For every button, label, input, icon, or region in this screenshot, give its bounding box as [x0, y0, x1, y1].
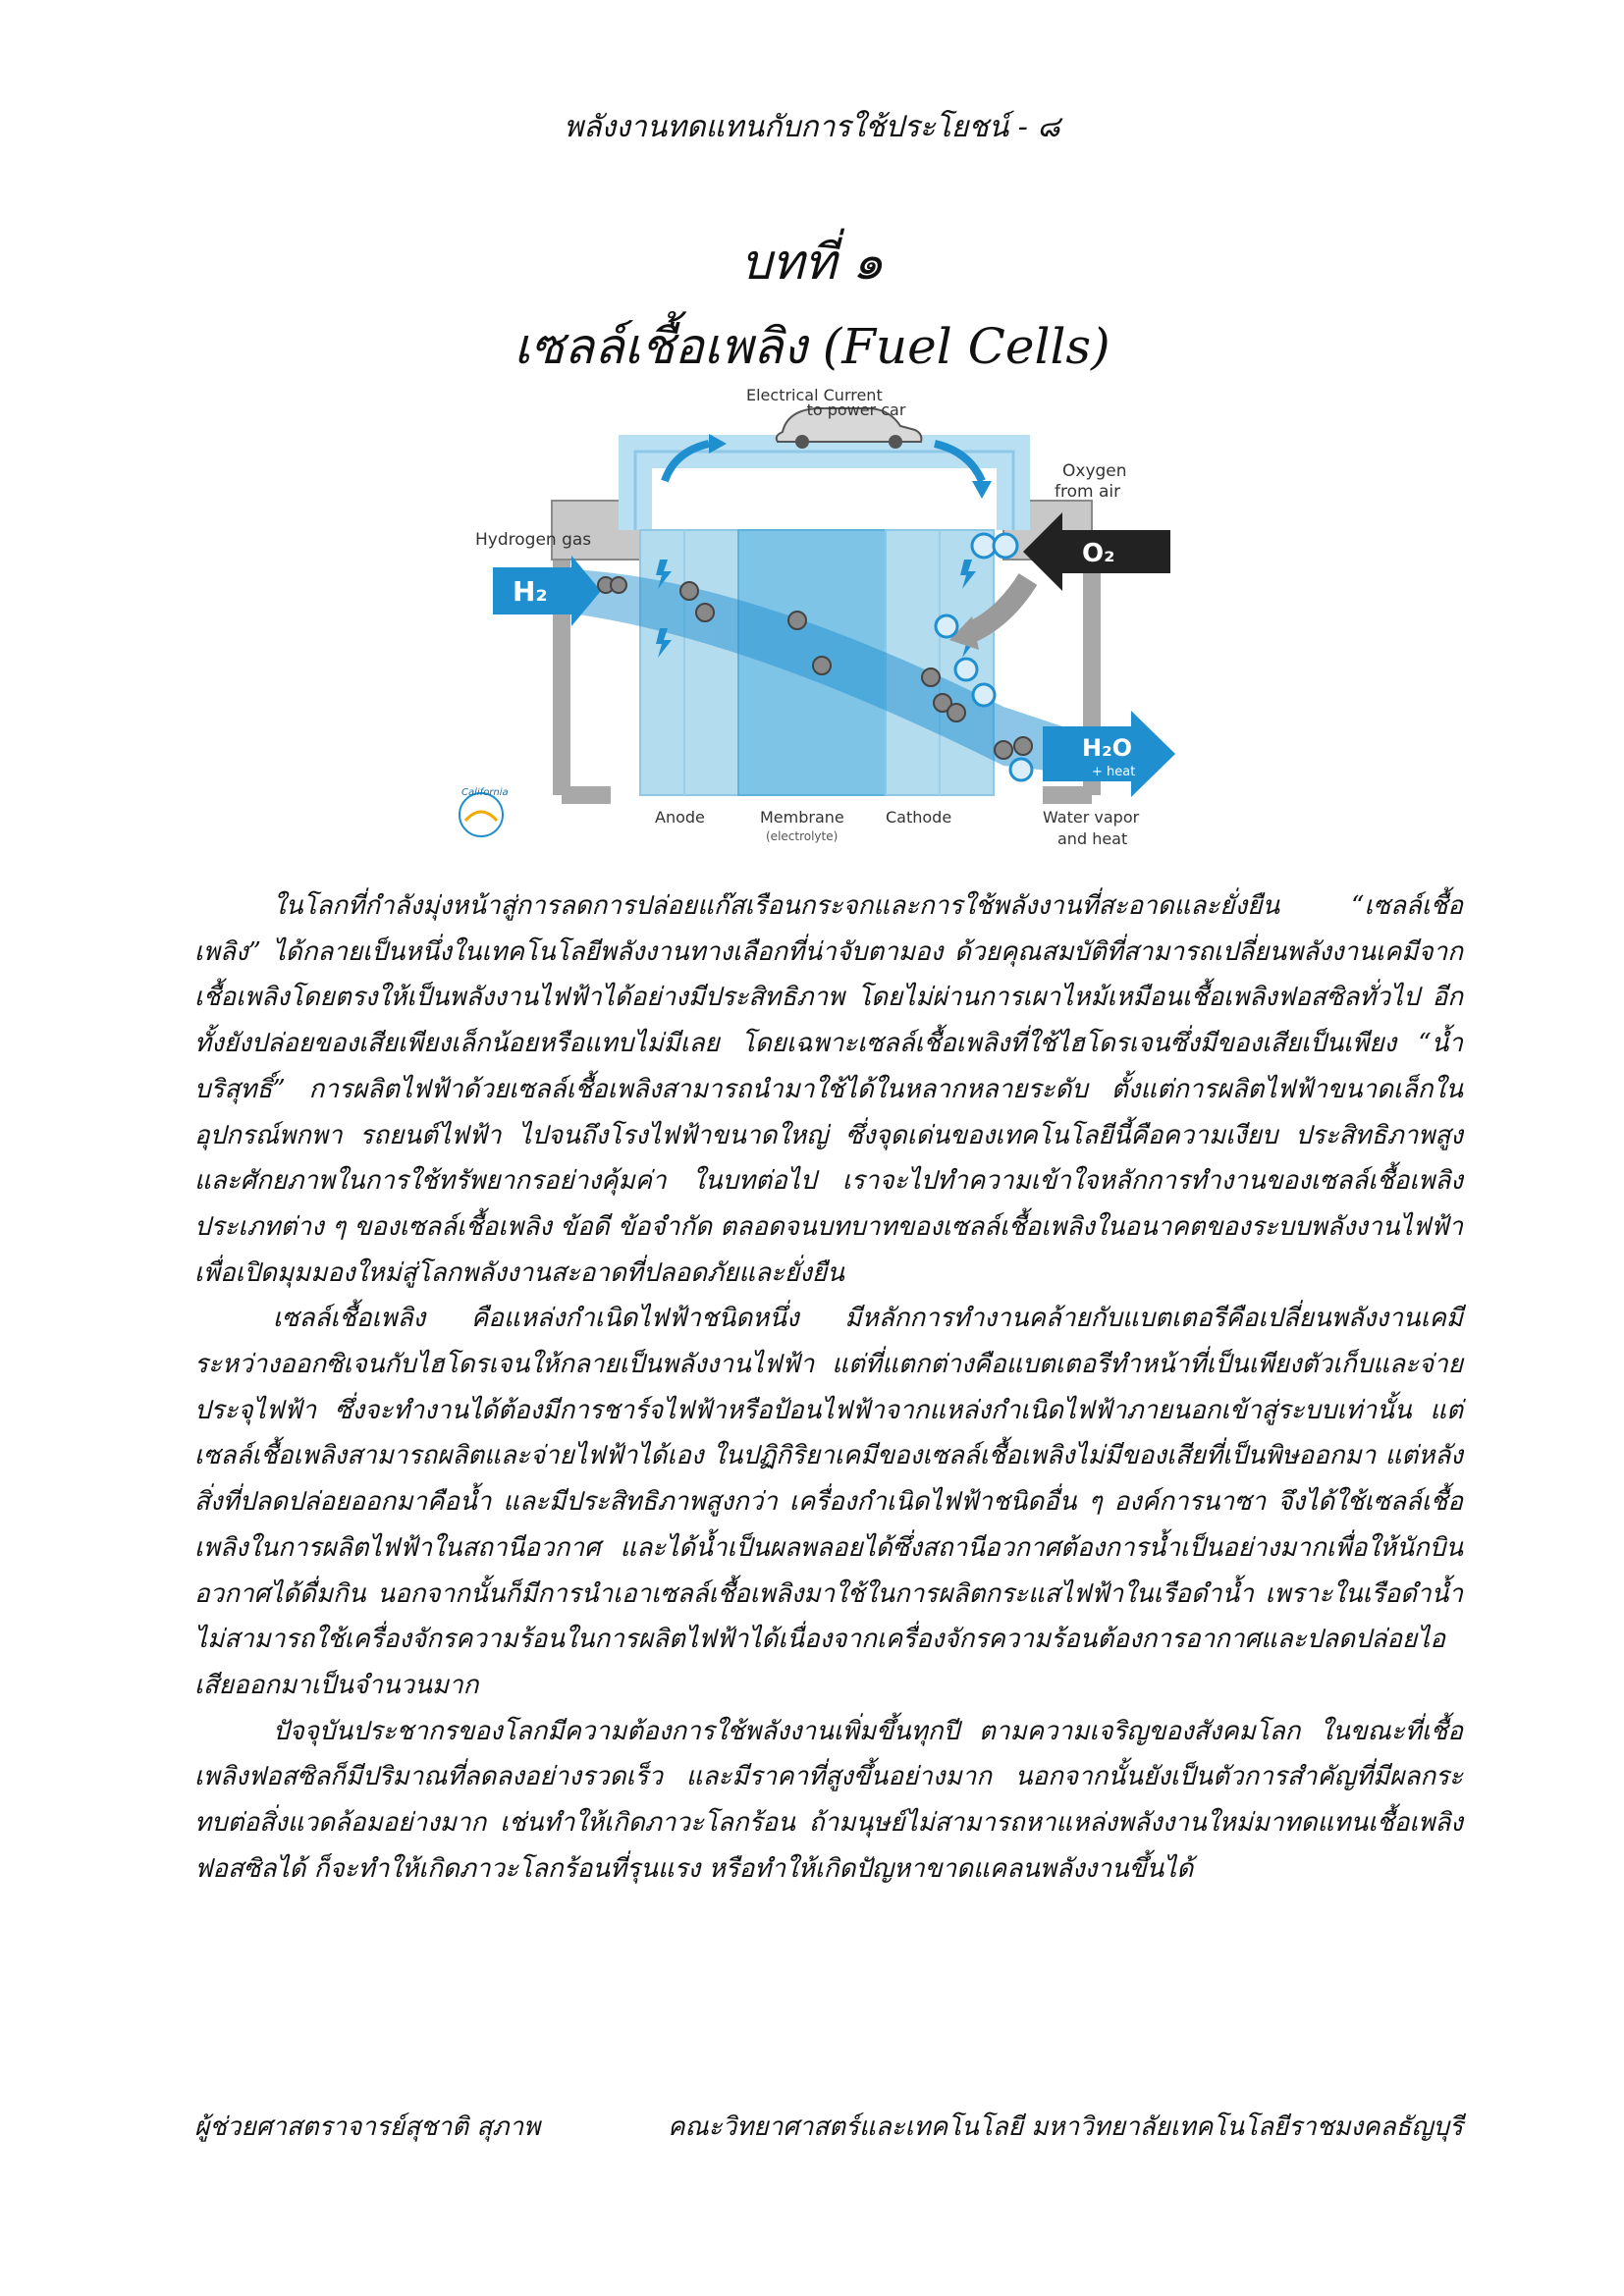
- hydrogen-gas-label: Hydrogen gas: [475, 530, 592, 550]
- top-wire: [635, 452, 1013, 530]
- california-logo: [460, 787, 509, 836]
- anode-label: Anode: [655, 808, 705, 827]
- o2-label: O₂: [1082, 539, 1115, 568]
- chapter-title: เซลล์เชื้อเพลิง (Fuel Cells): [514, 318, 1110, 375]
- anode-layer: [640, 530, 738, 795]
- footer-author: ผู้ช่วยศาสตราจารย์สุชาติ สุภาพ: [194, 2112, 541, 2142]
- svg-text:California: California: [461, 787, 509, 798]
- current-label-line1: Electrical Current: [746, 386, 883, 404]
- h2-label: H₂: [513, 575, 548, 608]
- paragraph-1: ในโลกที่กำลังมุ่งหน้าสู่การลดการปล่อยแก๊สเรือนกระจกและการใช้พลังงานที่สะอาดและยั่งยืน “เซลล์เชื้อเพลิง” ได้กลายเป็นหนึ่งในเทคโนโลยีพลังงานทางเลือกที่น่าจับตามอง ด้วยคุณสมบัติที่สามารถเปลี่ยนพลังงานเคมีจากเชื้อเพลิงโดยตรงให้เป็นพลังงานไฟฟ้าได้อย่างมีประสิทธิภาพ โดยไม่ผ่านการเผาไหม้เหมือนเชื้อเพลิงฟอสซิลทั่วไป อีกทั้งยังปล่อยของเสียเพียงเล็กน้อยหรือแทบไม่มีเลย โดยเฉพาะเซลล์เชื้อเพลิงที่ใช้ไฮโดรเจนซึ่งมีของเสียเป็นเพียง “น้ำบริสุทธิ์” การผลิตไฟฟ้าด้วยเซลล์เชื้อเพลิงสามารถนำมาใช้ได้ในหลากหลายระดับ ตั้งแต่การผลิตไฟฟ้าขนาดเล็กในอุปกรณ์พกพา รถยนต์ไฟฟ้า ไปจนถึงโรงไฟฟ้าขนาดใหญ่ ซึ่งจุดเด่นของเทคโนโลยีนี้คือความเงียบ ประสิทธิภาพสูง และศักยภาพในการใช้ทรัพยากรอย่างคุ้มค่า ในบทต่อไป เราจะไปทำความเข้าใจหลักการทำงานของเซลล์เชื้อเพลิง ประเภทต่าง ๆ ของเซลล์เชื้อเพลิง ข้อดี ข้อจำกัด ตลอดจนบทบาทของเซลล์เชื้อเพลิงในอนาคตของระบบพลังงานไฟฟ้า เพื่อเปิดมุมมองใหม่สู่โลกพลังงานสะอาดที่ปลอดภัยและยั่งยืน: [194, 891, 1463, 1288]
- cathode-label: Cathode: [886, 808, 952, 827]
- h2o-label: H₂O: [1082, 734, 1132, 762]
- paragraph-2: เซลล์เชื้อเพลิง คือแหล่งกำเนิดไฟฟ้าชนิดหนึ่ง มีหลักการทำงานคล้ายกับแบตเตอรีคือเปลี่ยนพลังงานเคมีระหว่างออกซิเจนกับไฮโดรเจนให้กลายเป็นพลังงานไฟฟ้า แต่ที่แตกต่างคือแบตเตอรีทำหน้าที่เป็นเพียงตัวเก็บและจ่ายประจุไฟฟ้า ซึ่งจะทำงานได้ต้องมีการชาร์จไฟฟ้าหรือป้อนไฟฟ้าจากแหล่งกำเนิดไฟฟ้าภายนอกเข้าสู่ระบบเท่านั้น แต่เซลล์เชื้อเพลิงสามารถผลิตและจ่ายไฟฟ้าได้เอง ในปฏิกิริยาเคมีของเซลล์เชื้อเพลิงไม่มีของเสียที่เป็นพิษออกมา แต่หลังสิ่งที่ปลดปล่อยออกมาคือน้ำ และมีประสิทธิภาพสูงกว่า เครื่องกำเนิดไฟฟ้าชนิดอื่น ๆ องค์การนาซา จึงได้ใช้เซลล์เชื้อเพลิงในการผลิตไฟฟ้าในสถานีอวกาศ และได้น้ำเป็นผลพลอยได้ซึ่งสถานีอวกาศต้องการน้ำเป็นอย่างมากเพื่อให้นักบินอวกาศได้ดื่มกิน นอกจากนั้นก็มีการนำเอาเซลล์เชื้อเพลิงมาใช้ในการผลิตกระแสไฟฟ้าในเรือดำน้ำ เพราะในเรือดำน้ำไม่สามารถใช้เครื่องจักรความร้อนในการผลิตไฟฟ้าได้เนื่องจากเครื่องจักรความร้อนต้องการอากาศและปลดปล่อยไอเสียออกมาเป็นจำนวนมาก: [194, 1304, 1463, 1700]
- current-label-line2: to power car: [806, 400, 906, 419]
- electrolyte-label: (electrolyte): [766, 829, 839, 843]
- running-header: พลังงานทดแทนกับการใช้ประโยชน์ - ๘: [564, 110, 1060, 144]
- fuel-cell-diagram: [454, 383, 1200, 854]
- chapter-number: บทที่ ๑: [740, 234, 884, 291]
- water-vapor-label-line1: Water vapor: [1043, 808, 1140, 827]
- footer-affiliation: คณะวิทยาศาสตร์และเทคโนโลยี มหาวิทยาลัยเทคโนโลยีราชมงคลธัญบุรี: [668, 2112, 1463, 2142]
- oxygen-label-line1: Oxygen: [1062, 461, 1127, 481]
- membrane-label: Membrane: [760, 808, 844, 827]
- heat-label: + heat: [1092, 765, 1136, 779]
- paragraph-3: ปัจจุบันประชากรของโลกมีความต้องการใช้พลังงานเพิ่มขึ้นทุกปี ตามความเจริญของสังคมโลก ในขณะที่เชื้อเพลิงฟอสซิลก็มีปริมาณที่ลดลงอย่างรวดเร็ว และมีราคาที่สูงขึ้นอย่างมาก นอกจากนั้นยังเป็นตัวการสำคัญที่มีผลกระทบต่อสิ่งแวดล้อมอย่างมาก เช่นทำให้เกิดภาวะโลกร้อน ถ้ามนุษย์ไม่สามารถหาแหล่งพลังงานใหม่มาทดแทนเชื้อเพลิงฟอสซิลได้ ก็จะทำให้เกิดภาวะโลกร้อนที่รุนแรง หรือทำให้เกิดปัญหาขาดแคลนพลังงานขึ้นได้: [194, 1716, 1463, 1884]
- oxygen-label-line2: from air: [1055, 482, 1121, 502]
- water-vapor-label-line2: and heat: [1057, 829, 1128, 848]
- body-text: [194, 883, 1463, 1892]
